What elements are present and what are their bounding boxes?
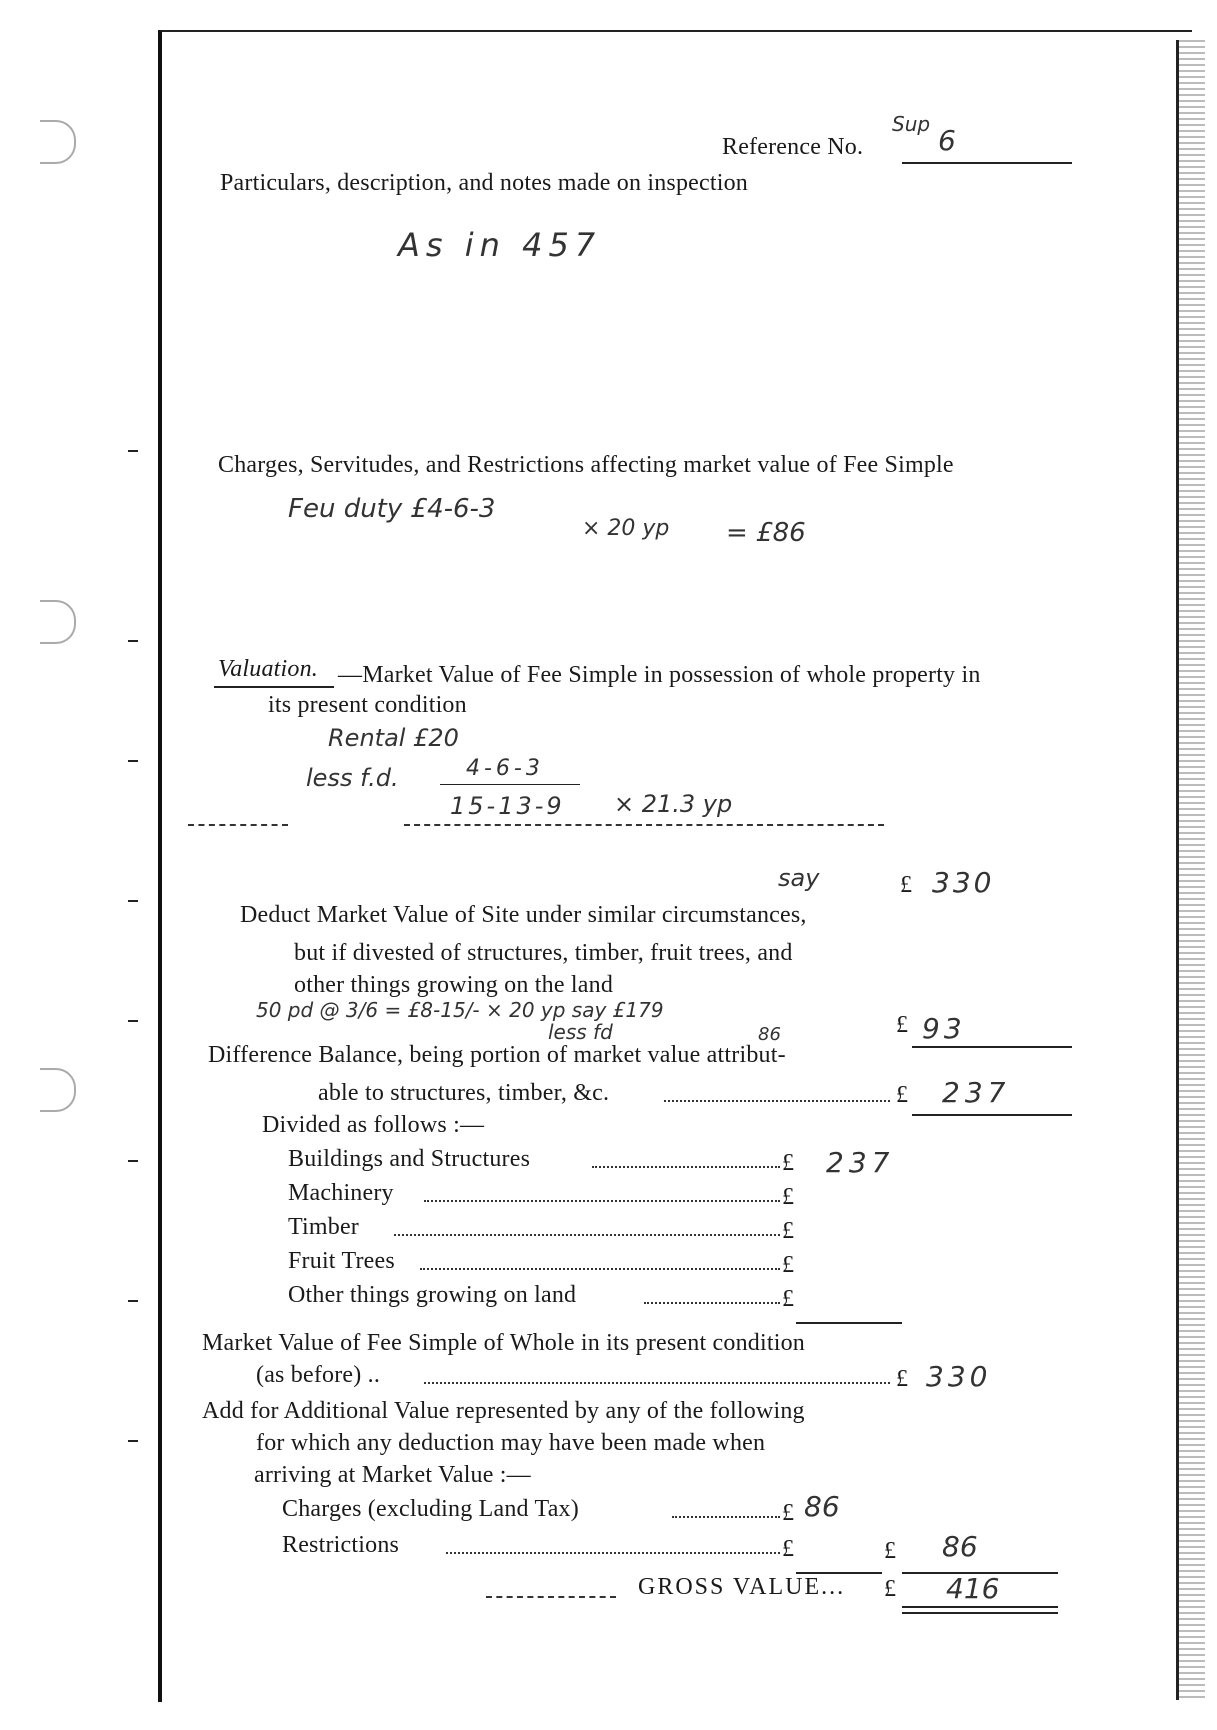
- valuation-yp: × 21.3 yp: [614, 790, 733, 818]
- items-total-line: [796, 1322, 902, 1324]
- reference-line: [902, 162, 1072, 164]
- reference-value: 6: [938, 124, 956, 157]
- margin-mark: [128, 1300, 138, 1302]
- charges-note-b: × 20 yp: [582, 516, 670, 541]
- charges-label: Charges, Servitudes, and Restrictions affecting market value of Fee Simple: [218, 452, 954, 478]
- valuation-label: —Market Value of Fee Simple in possession of whole property in: [338, 662, 981, 688]
- valuation-currency: £: [900, 872, 913, 898]
- deduct-calc-less: less fd: [548, 1020, 613, 1044]
- item-leader: [592, 1164, 780, 1168]
- binding-hole: [40, 1068, 76, 1112]
- reference-prefix: Sup: [892, 112, 931, 136]
- valuation-less: less f.d.: [306, 764, 399, 792]
- charges-note-c: = £86: [726, 518, 806, 548]
- binding-hole: [40, 600, 76, 644]
- valuation-label-italic: Valuation.: [218, 656, 319, 682]
- add-line1: Add for Additional Value represented by any of the following: [202, 1398, 805, 1424]
- add-charges-currency: £: [782, 1500, 795, 1526]
- whole-currency: £: [896, 1366, 909, 1392]
- item-fruit-label: Fruit Trees: [288, 1248, 395, 1274]
- difference-line1: Difference Balance, being portion of market value attribut-: [208, 1042, 786, 1068]
- valuation-value: 330: [932, 866, 995, 899]
- item-currency: £: [782, 1184, 795, 1210]
- margin-mark: [128, 1020, 138, 1022]
- add-line2: for which any deduction may have been made when: [256, 1430, 766, 1456]
- difference-value: 237: [942, 1076, 1011, 1109]
- deduct-line3: other things growing on the land: [294, 972, 614, 998]
- item-currency: £: [782, 1150, 795, 1176]
- gross-double-line: [902, 1612, 1058, 1614]
- valuation-label-line2: its present condition: [268, 692, 467, 718]
- margin-mark: [128, 1160, 138, 1162]
- add-restrictions-label: Restrictions: [282, 1532, 400, 1558]
- difference-line2: able to structures, timber, &c.: [318, 1080, 610, 1106]
- whole-line2: (as before) ..: [256, 1362, 381, 1388]
- deduct-calc: 50 pd @ 3/6 = £8-15/- × 20 yp say £179: [256, 998, 664, 1022]
- margin-mark: [128, 1440, 138, 1442]
- gross-value: 416: [946, 1572, 1000, 1605]
- valuation-rental: Rental £20: [328, 724, 459, 752]
- item-timber-label: Timber: [288, 1214, 359, 1240]
- item-other-label: Other things growing on land: [288, 1282, 577, 1308]
- item-currency: £: [782, 1252, 795, 1278]
- gross-dashed-rule: [486, 1594, 616, 1598]
- deduct-line2: but if divested of structures, timber, fruit trees, and: [294, 940, 793, 966]
- add-restrictions-leader: [446, 1550, 780, 1554]
- difference-value-line: [912, 1114, 1072, 1116]
- item-currency: £: [782, 1286, 795, 1312]
- valuation-fd: 4-6-3: [466, 756, 544, 781]
- charges-note-a: Feu duty £4-6-3: [288, 494, 496, 524]
- item-machinery-label: Machinery: [288, 1180, 394, 1206]
- add-restrictions-currency: £: [782, 1536, 795, 1562]
- gross-currency: £: [884, 1576, 897, 1602]
- deduct-line1: Deduct Market Value of Site under similar circumstances,: [240, 902, 807, 928]
- valuation-net: 15-13-9: [450, 792, 565, 820]
- item-leader: [420, 1266, 780, 1270]
- valuation-dashed-rule: [404, 822, 884, 826]
- particulars-note: As in 457: [398, 226, 602, 264]
- whole-leader: [424, 1380, 890, 1384]
- divided-label: Divided as follows :—: [262, 1112, 485, 1138]
- margin-mark: [128, 640, 138, 642]
- add-charges-label: Charges (excluding Land Tax): [282, 1496, 579, 1522]
- add-line3: arriving at Market Value :—: [254, 1462, 531, 1488]
- difference-currency: £: [896, 1082, 909, 1108]
- difference-leader: [664, 1098, 890, 1102]
- margin-mark: [128, 900, 138, 902]
- item-buildings-label: Buildings and Structures: [288, 1146, 531, 1172]
- particulars-label: Particulars, description, and notes made on inspection: [220, 170, 749, 196]
- whole-value: 330: [926, 1360, 992, 1393]
- gross-label: GROSS VALUE...: [638, 1574, 846, 1600]
- add-total-value: 86: [942, 1530, 978, 1563]
- deduct-currency: £: [896, 1012, 909, 1038]
- add-charges-value: 86: [804, 1490, 840, 1523]
- whole-line1: Market Value of Fee Simple of Whole in its present condition: [202, 1330, 805, 1356]
- deduct-calc-86: 86: [758, 1024, 781, 1045]
- deduct-value-line: [912, 1046, 1072, 1048]
- valuation-underline: [214, 686, 334, 688]
- page-edge: [1176, 40, 1205, 1700]
- deduct-value: 93: [922, 1012, 966, 1045]
- reference-label: Reference No.: [722, 134, 864, 160]
- item-leader: [644, 1300, 780, 1304]
- item-buildings-value: 237: [826, 1146, 895, 1179]
- margin-mark: [128, 760, 138, 762]
- add-charges-leader: [672, 1514, 780, 1518]
- item-leader: [424, 1198, 780, 1202]
- valuation-say: say: [778, 864, 820, 892]
- binding-hole: [40, 120, 76, 164]
- gross-double-line: [902, 1606, 1058, 1608]
- item-leader: [394, 1232, 780, 1236]
- margin-mark: [128, 450, 138, 452]
- add-total-currency: £: [884, 1538, 897, 1564]
- valuation-calc-rule: [440, 784, 580, 785]
- item-currency: £: [782, 1218, 795, 1244]
- valuation-dashed-rule: [188, 822, 288, 826]
